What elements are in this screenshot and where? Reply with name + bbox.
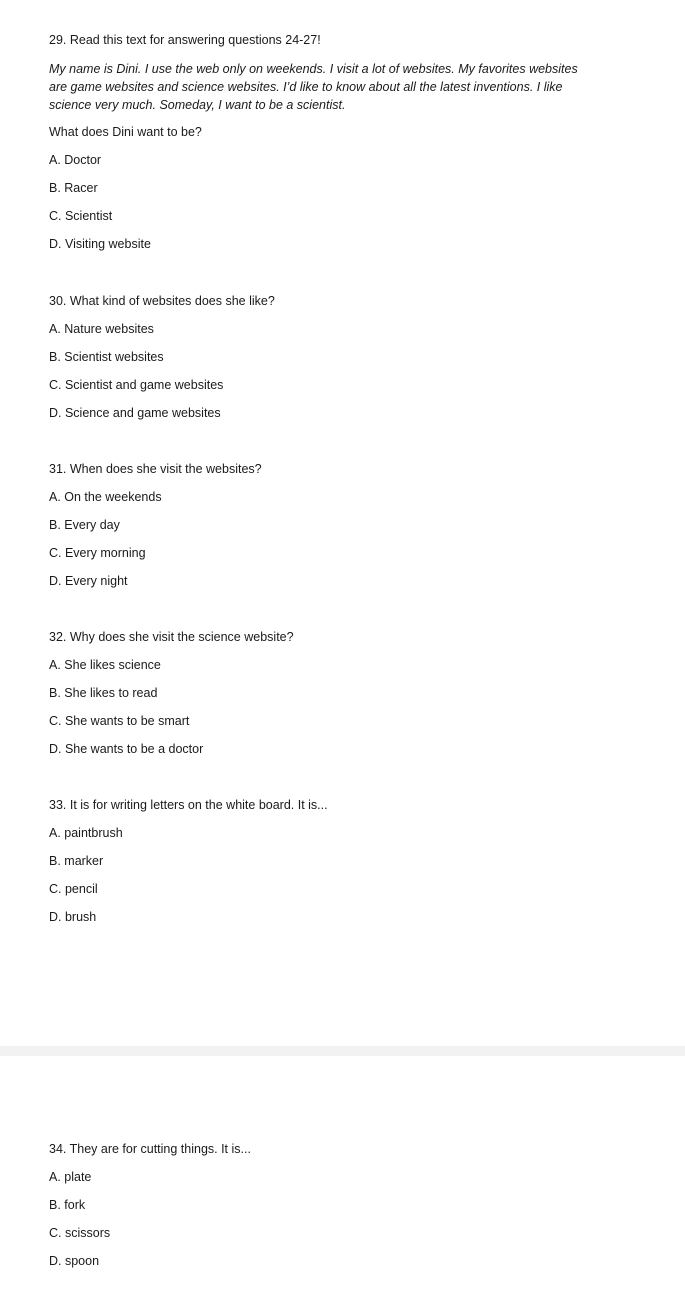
question-33-option-c[interactable]: C. pencil xyxy=(49,882,98,896)
passage-line: My name is Dini. I use the web only on weekends. I visit a lot of websites. My favorites websites xyxy=(49,62,578,76)
question-29-text: What does Dini want to be? xyxy=(49,125,202,139)
question-30-text: 30. What kind of websites does she like? xyxy=(49,294,275,308)
question-30-option-d[interactable]: D. Science and game websites xyxy=(49,406,221,420)
intro-heading: 29. Read this text for answering questions 24-27! xyxy=(49,33,321,47)
question-34-option-b[interactable]: B. fork xyxy=(49,1198,86,1212)
passage-line: are game websites and science websites. I’d like to know about all the latest inventions. I like xyxy=(49,80,563,94)
question-32-option-b[interactable]: B. She likes to read xyxy=(49,686,158,700)
question-32-option-a[interactable]: A. She likes science xyxy=(49,658,161,672)
question-33-option-b[interactable]: B. marker xyxy=(49,854,104,868)
question-30-option-a[interactable]: A. Nature websites xyxy=(49,322,154,336)
question-29-option-b[interactable]: B. Racer xyxy=(49,181,98,195)
page-sheet-2 xyxy=(0,1056,685,1289)
question-33-option-d[interactable]: D. brush xyxy=(49,910,97,924)
question-31-option-a[interactable]: A. On the weekends xyxy=(49,490,162,504)
passage-line: science very much. Someday, I want to be a scientist. xyxy=(49,98,346,112)
page-break xyxy=(0,1046,685,1056)
question-34-option-d[interactable]: D. spoon xyxy=(49,1254,100,1268)
reading-passage xyxy=(49,60,609,114)
question-30-option-b[interactable]: B. Scientist websites xyxy=(49,350,164,364)
question-31-option-d[interactable]: D. Every night xyxy=(49,574,128,588)
question-31-text: 31. When does she visit the websites? xyxy=(49,462,262,476)
question-34-option-a[interactable]: A. plate xyxy=(49,1170,92,1184)
question-32-option-c[interactable]: C. She wants to be smart xyxy=(49,714,190,728)
question-34-text: 34. They are for cutting things. It is... xyxy=(49,1142,251,1156)
question-32-option-d[interactable]: D. She wants to be a doctor xyxy=(49,742,204,756)
question-33-text: 33. It is for writing letters on the white board. It is... xyxy=(49,798,328,812)
question-32-text: 32. Why does she visit the science website? xyxy=(49,630,294,644)
question-31-option-b[interactable]: B. Every day xyxy=(49,518,120,532)
question-34-option-c[interactable]: C. scissors xyxy=(49,1226,111,1240)
question-29-option-d[interactable]: D. Visiting website xyxy=(49,237,151,251)
question-33-option-a[interactable]: A. paintbrush xyxy=(49,826,123,840)
question-29-option-a[interactable]: A. Doctor xyxy=(49,153,102,167)
question-29-option-c[interactable]: C. Scientist xyxy=(49,209,113,223)
question-31-option-c[interactable]: C. Every morning xyxy=(49,546,146,560)
question-30-option-c[interactable]: C. Scientist and game websites xyxy=(49,378,224,392)
